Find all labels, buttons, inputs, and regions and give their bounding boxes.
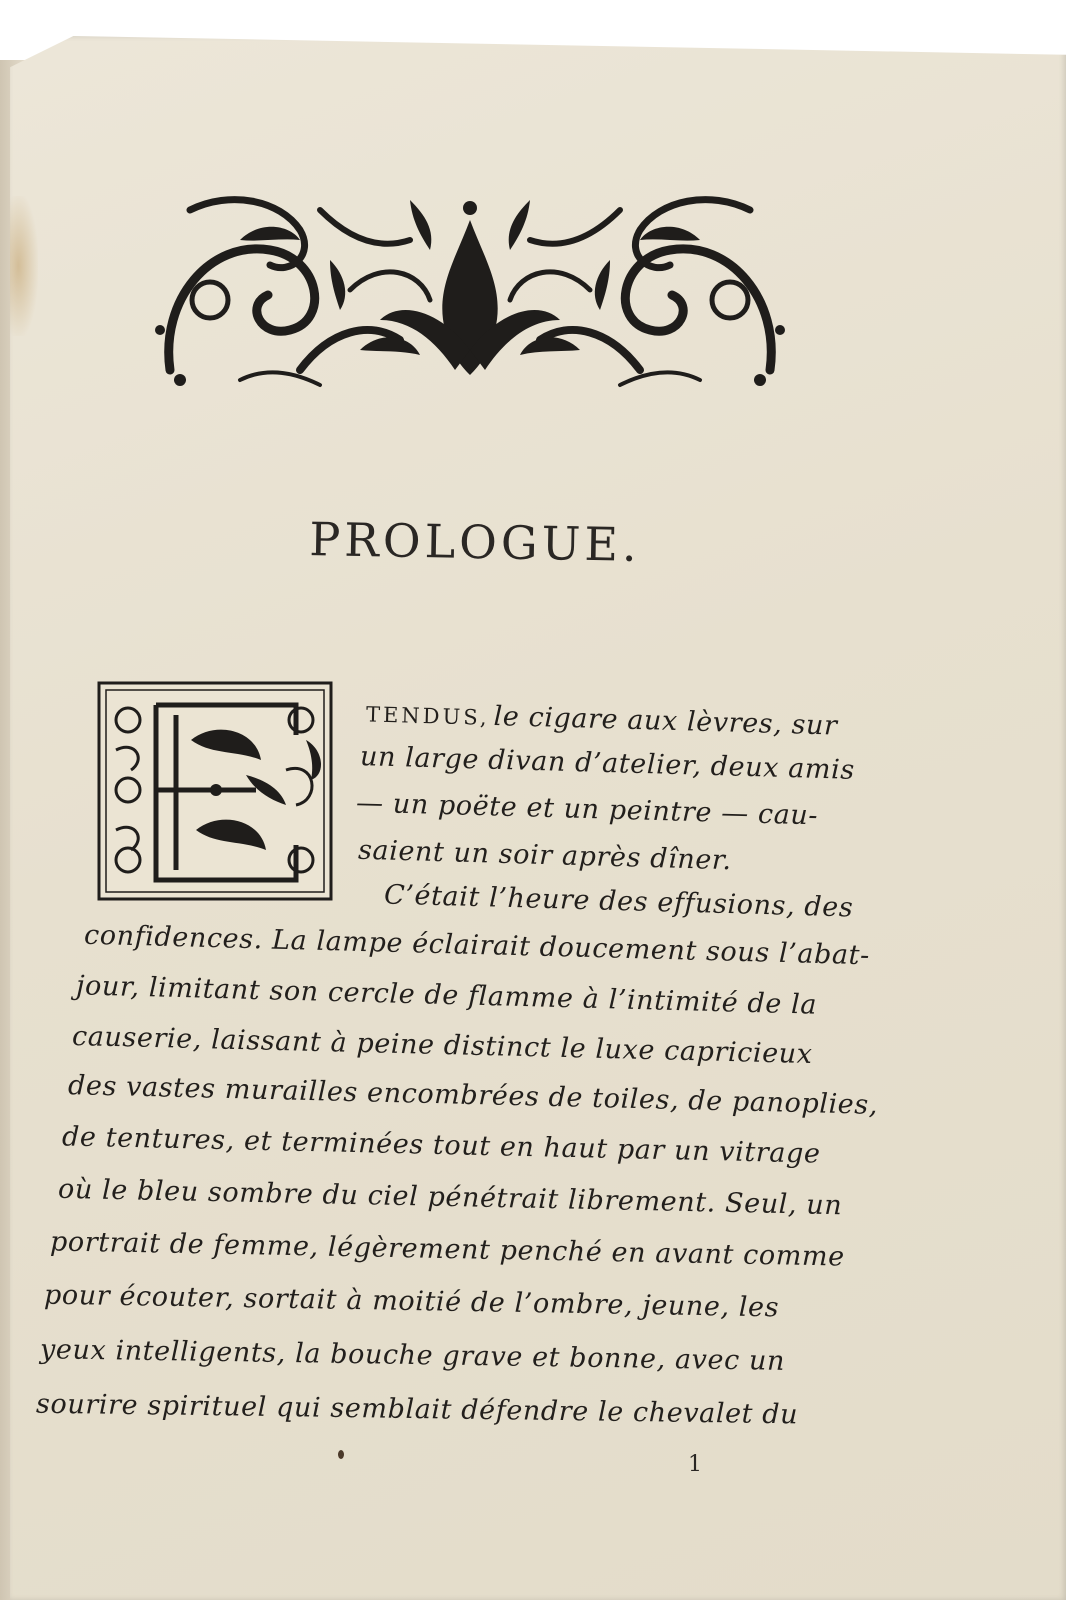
text-line: un large divan d’atelier, deux amis [359, 741, 856, 786]
text-line: yeux intelligents, la bouche grave et bonne, avec un [39, 1334, 786, 1377]
text-line: causerie, laissant à peine distinct le luxe capricieux [71, 1020, 813, 1071]
opening-word: TENDUS, [365, 702, 490, 730]
text-line: confidences. La lampe éclairait doucement sous l’abat- [83, 919, 871, 972]
ink-speck [338, 1450, 344, 1459]
text-line: sourire spirituel qui semblait défendre le chevalet du [35, 1388, 799, 1431]
text-line: saient un soir après dîner. [357, 834, 733, 877]
text-line: portrait de femme, légèrement penché en avant comme [49, 1226, 846, 1273]
text-line: pour écouter, sortait à moitié de l’ombre, jeune, les [43, 1279, 780, 1324]
page-number: 1 [688, 1452, 702, 1477]
text-line: C’était l’heure des effusions, des [383, 879, 854, 924]
chapter-title: PROLOGUE. [308, 512, 642, 572]
text-line: où le bleu sombre du ciel pénétrait librement. Seul, un [57, 1173, 843, 1222]
text-line: TENDUS, le cigare aux lèvres, sur [365, 700, 838, 742]
text-line: — un poëte et un peintre — cau- [355, 787, 819, 832]
text-line: jour, limitant son cercle de flamme à l’intimité de la [75, 970, 818, 1021]
text-line: des vastes murailles encombrées de toiles, de panoplies, [67, 1070, 879, 1121]
text-line: de tentures, et terminées tout en haut par un vitrage [61, 1121, 821, 1170]
